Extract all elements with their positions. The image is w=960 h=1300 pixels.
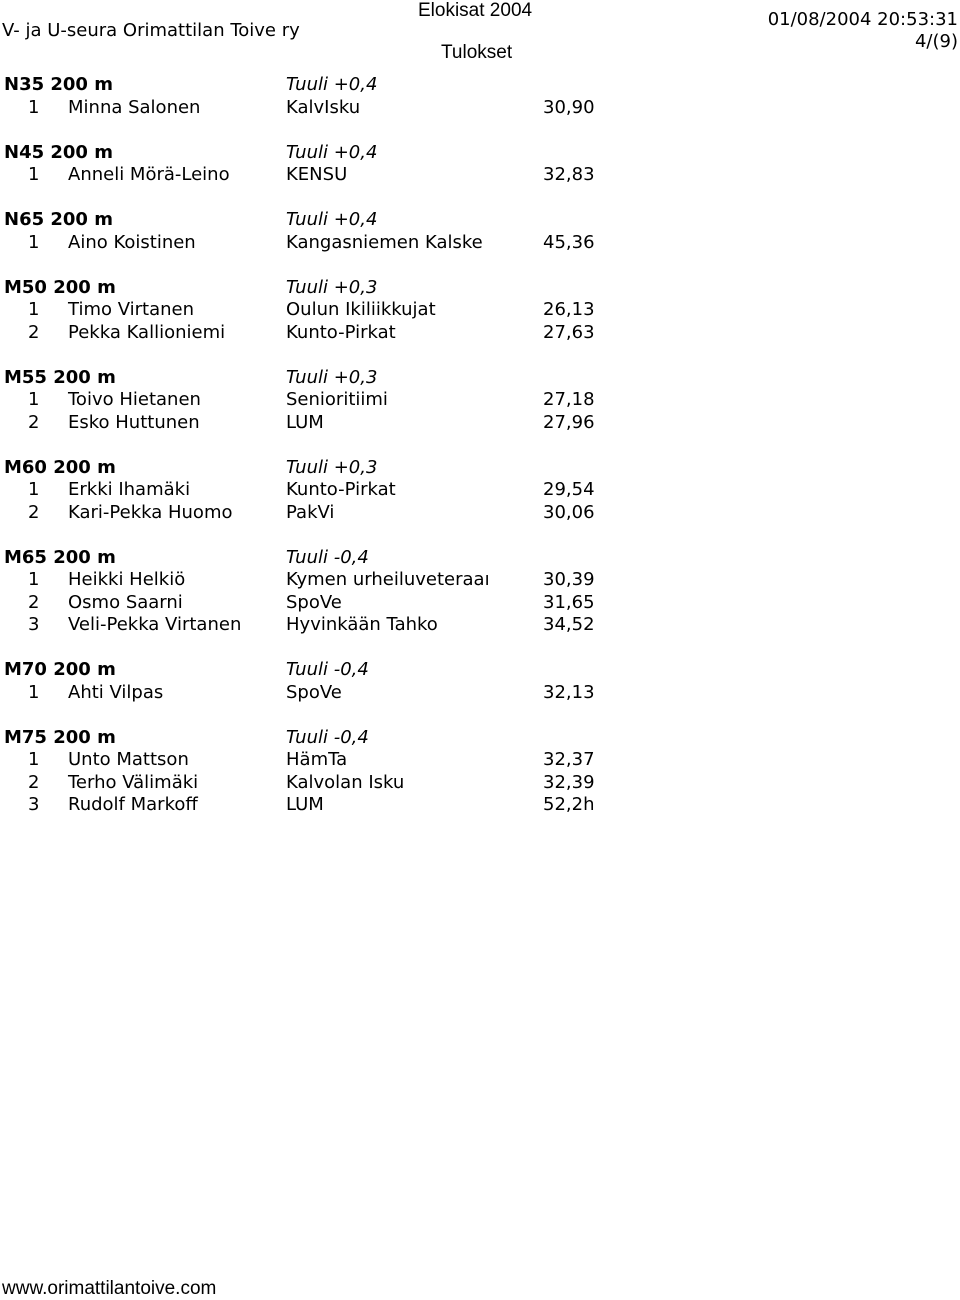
event-header [0, 367, 960, 390]
result-rank: 1 [28, 96, 40, 118]
athlete-club: PakVi [286, 501, 335, 523]
event-block [0, 367, 960, 435]
event-wind: Tuuli -0,4 [286, 659, 369, 680]
event-block [0, 547, 960, 637]
event-wind: Tuuli +0,3 [286, 276, 378, 298]
result-time: 30,06 [543, 501, 595, 523]
result-row [0, 412, 960, 435]
event-header [0, 659, 960, 682]
result-rank: 1 [28, 569, 40, 590]
event-wind: Tuuli -0,4 [286, 546, 369, 568]
athlete-name: Kari-Pekka Huomo [68, 501, 233, 523]
athlete-name: Pekka Kallioniemi [68, 321, 226, 343]
print-datetime: 01/08/2004 20:53:31 [767, 9, 958, 30]
athlete-name: Toivo Hietanen [68, 389, 201, 410]
event-header [0, 277, 960, 300]
event-block [0, 457, 960, 525]
event-title: N65 200 m [4, 209, 113, 230]
result-time: 27,18 [543, 389, 595, 410]
result-time: 45,36 [543, 231, 595, 253]
event-title: M65 200 m [4, 546, 116, 568]
event-title: N45 200 m [4, 141, 113, 163]
result-time: 32,13 [543, 681, 595, 703]
event-wind: Tuuli +0,3 [286, 456, 378, 478]
result-time: 30,90 [543, 96, 595, 118]
athlete-name: Anneli Mörä-Leino [68, 164, 230, 185]
result-time: 52,2h [543, 794, 595, 815]
athlete-name: Terho Välimäki [68, 771, 199, 793]
event-header [0, 74, 960, 97]
result-row [0, 322, 960, 345]
event-title: M50 200 m [4, 276, 116, 298]
event-wind: Tuuli -0,4 [286, 726, 369, 748]
result-row [0, 479, 960, 502]
athlete-club: LUM [286, 794, 324, 815]
athlete-name: Rudolf Markoff [68, 794, 198, 815]
athlete-club: KENSU [286, 164, 348, 185]
athlete-club: HämTa [286, 749, 348, 770]
athlete-club: LUM [286, 411, 324, 433]
result-rank: 1 [28, 299, 40, 320]
event-title: M70 200 m [4, 659, 116, 680]
result-rank: 1 [28, 164, 40, 185]
event-block [0, 659, 960, 704]
result-row [0, 232, 960, 255]
athlete-name: Veli-Pekka Virtanen [68, 614, 242, 635]
result-row [0, 614, 960, 637]
athlete-club: Oulun Ikiliikkujat [286, 299, 436, 320]
athlete-club: SpoVe [286, 681, 342, 703]
athlete-name: Esko Huttunen [68, 411, 200, 433]
event-block [0, 277, 960, 345]
athlete-club: Kunto-Pirkat [286, 321, 396, 343]
event-title: N35 200 m [4, 74, 113, 95]
result-row [0, 749, 960, 772]
result-row [0, 772, 960, 795]
event-block [0, 142, 960, 187]
athlete-club: SpoVe [286, 591, 342, 613]
event-block [0, 209, 960, 254]
event-wind: Tuuli +0,3 [286, 366, 378, 388]
result-rank: 1 [28, 231, 40, 253]
result-row [0, 794, 960, 817]
athlete-name: Erkki Ihamäki [68, 479, 191, 500]
event-title: M75 200 m [4, 726, 116, 748]
event-wind: Tuuli +0,4 [286, 141, 378, 163]
result-time: 29,54 [543, 479, 595, 500]
athlete-club: Hyvinkään Tahko [286, 614, 438, 635]
result-time: 32,83 [543, 164, 595, 185]
athlete-club: Kalvolan Isku [286, 771, 405, 793]
athlete-club: Kymen urheiluveteraaı [286, 569, 490, 590]
athlete-club: Kunto-Pirkat [286, 479, 396, 500]
result-time: 32,39 [543, 771, 595, 793]
athlete-name: Minna Salonen [68, 96, 201, 118]
event-wind: Tuuli +0,4 [286, 74, 378, 95]
organization-name: V- ja U-seura Orimattilan Toive ry [2, 20, 300, 41]
athlete-name: Unto Mattson [68, 749, 189, 770]
result-row [0, 682, 960, 705]
result-rank: 1 [28, 681, 40, 703]
page-number: 4/(9) [914, 31, 958, 52]
event-wind: Tuuli +0,4 [286, 209, 378, 230]
result-rank: 2 [28, 501, 40, 523]
result-time: 32,37 [543, 749, 595, 770]
result-row [0, 389, 960, 412]
result-rank: 3 [28, 794, 40, 815]
athlete-name: Aino Koistinen [68, 231, 196, 253]
event-header [0, 457, 960, 480]
event-header [0, 209, 960, 232]
section-title: Tulokset [441, 42, 513, 63]
result-rank: 2 [28, 591, 40, 613]
event-block [0, 727, 960, 817]
event-name: Elokisat 2004 [418, 0, 533, 21]
result-time: 30,39 [543, 569, 595, 590]
athlete-club: Kangasniemen Kalske [286, 231, 483, 253]
event-header [0, 142, 960, 165]
result-time: 27,96 [543, 411, 595, 433]
athlete-name: Timo Virtanen [68, 299, 195, 320]
athlete-club: KalvIsku [286, 96, 361, 118]
result-time: 34,52 [543, 614, 595, 635]
athlete-name: Ahti Vilpas [68, 681, 164, 703]
result-row [0, 569, 960, 592]
event-title: M55 200 m [4, 366, 116, 388]
athlete-name: Heikki Helkiö [68, 569, 186, 590]
footer-url[interactable]: www.orimattilantoive.com [2, 1278, 217, 1299]
result-time: 31,65 [543, 591, 595, 613]
result-time: 27,63 [543, 321, 595, 343]
result-row [0, 502, 960, 525]
result-rank: 1 [28, 749, 40, 770]
result-row [0, 164, 960, 187]
result-rank: 1 [28, 479, 40, 500]
result-rank: 2 [28, 771, 40, 793]
event-block [0, 74, 960, 119]
athlete-club: Senioritiimi [286, 389, 388, 410]
event-header [0, 547, 960, 570]
result-time: 26,13 [543, 299, 595, 320]
athlete-name: Osmo Saarni [68, 591, 183, 613]
result-row [0, 592, 960, 615]
result-row [0, 299, 960, 322]
result-rank: 2 [28, 321, 40, 343]
result-rank: 3 [28, 614, 40, 635]
result-row [0, 97, 960, 120]
results-list [0, 74, 960, 839]
event-title: M60 200 m [4, 456, 116, 478]
result-rank: 1 [28, 389, 40, 410]
event-header [0, 727, 960, 750]
result-rank: 2 [28, 411, 40, 433]
